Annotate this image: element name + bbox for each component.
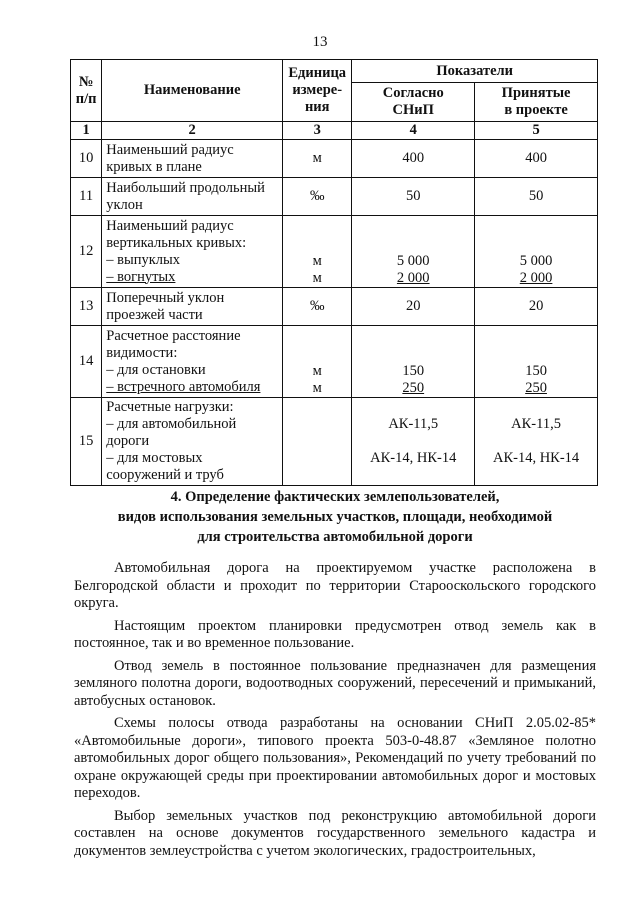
paragraph: Автомобильная дорога на проектируемом участке расположена в Белгородской области и проходит по территории Старооскольского городского округа. [74, 560, 596, 611]
section-heading: 4. Определение фактических землепользователей, видов использования земельных участков, площади, необходимой для строительства автомобильной дороги [117, 489, 553, 545]
row-snip-value: 5 000 2 000 [352, 216, 475, 288]
row-number: 11 [71, 178, 102, 216]
paragraph: Схемы полосы отвода разработаны на основании СНиП 2.05.02-85* «Автомобильные дороги», типового проекта 503-0-48.87 «Земляное полотно автомобильных дорог общего пользования», Рекомендаций по учету требований по охране окружающей среды при проектировании автомобильных дорог и мостовых переходов. [74, 715, 596, 801]
row-project-value: 20 [475, 288, 598, 326]
row-number: 15 [71, 398, 102, 486]
header-indicators: Показатели [352, 60, 598, 83]
paragraph: Настоящим проектом планировки предусмотрен отвод земель как в постоянное, так и во временное пользование. [74, 617, 596, 651]
row-number: 10 [71, 140, 102, 178]
header-unit: Единица измере- ния [283, 60, 352, 122]
row-name: Наибольший продольный уклон [102, 178, 283, 216]
row-project-value: 150 250 [475, 326, 598, 398]
row-unit: ‰ [283, 178, 352, 216]
row-number: 13 [71, 288, 102, 326]
row-name: Наименьший радиус кривых в плане [102, 140, 283, 178]
row-snip-value: 400 [352, 140, 475, 178]
header-snip: Согласно СНиП [352, 83, 475, 122]
column-numbers-row [71, 122, 598, 140]
page-number: 13 [312, 34, 328, 50]
row-project-value: 400 [475, 140, 598, 178]
row-number: 14 [71, 326, 102, 398]
row-unit: м м [283, 216, 352, 288]
parameters-table [70, 59, 598, 486]
row-snip-value: 20 [352, 288, 475, 326]
column-number: 3 [283, 122, 352, 140]
row-unit: ‰ [283, 288, 352, 326]
row-name: Расчетные нагрузки: – для автомобильной дороги – для мостовых сооружений и труб [102, 398, 283, 486]
row-snip-value: АК-11,5 АК-14, НК-14 [352, 398, 475, 486]
row-project-value: 5 000 2 000 [475, 216, 598, 288]
body-text [74, 560, 596, 865]
header-name: Наименование [102, 60, 283, 122]
paragraph: Отвод земель в постоянное пользование предназначен для размещения земляного полотна дороги, водоотводных сооружений, пересечений и примыканий, автобусных остановок. [74, 657, 596, 709]
row-project-value: АК-11,5 АК-14, НК-14 [475, 398, 598, 486]
table-row [71, 178, 598, 216]
row-snip-value: 150 250 [352, 326, 475, 398]
table-row [71, 140, 598, 178]
table-row [71, 288, 598, 326]
row-unit: м м [283, 326, 352, 398]
row-name: Наименьший радиус вертикальных кривых: – выпуклых – вогнутых [102, 216, 283, 288]
column-number: 4 [352, 122, 475, 140]
column-number: 5 [475, 122, 598, 140]
row-unit [283, 398, 352, 486]
row-name: Поперечный уклон проезжей части [102, 288, 283, 326]
table-row [71, 398, 598, 486]
table-row [71, 216, 598, 288]
header-num: № п/п [71, 60, 102, 122]
row-number: 12 [71, 216, 102, 288]
row-project-value: 50 [475, 178, 598, 216]
table-row [71, 326, 598, 398]
column-number: 2 [102, 122, 283, 140]
row-unit: м [283, 140, 352, 178]
row-snip-value: 50 [352, 178, 475, 216]
paragraph: Выбор земельных участков под реконструкцию автомобильной дороги составлен на основе документов государственного земельного кадастра и документов землеустройства с учетом экологических, градостроительных, [74, 807, 596, 859]
column-number: 1 [71, 122, 102, 140]
header-project: Принятые в проекте [475, 83, 598, 122]
row-name: Расчетное расстояние видимости: – для остановки – встречного автомобиля [102, 326, 283, 398]
